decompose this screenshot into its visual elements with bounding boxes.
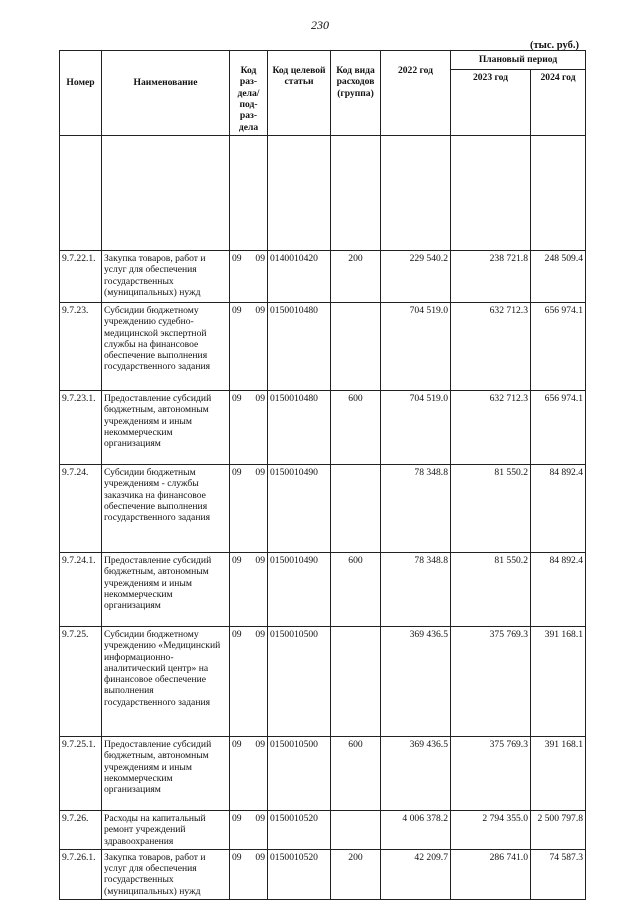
row-section-code: 09 <box>232 738 242 750</box>
row-name: Предоставление субсидий бюджетным, автономным учреждениям и иным некоммерческим организациям <box>102 390 230 464</box>
row-section <box>230 552 268 626</box>
row-2023: 375 769.3 <box>451 626 531 736</box>
row-number: 9.7.25. <box>60 626 102 736</box>
row-name: Закупка товаров, работ и услуг для обеспечения государственных (муниципальных) нужд <box>102 250 230 302</box>
table-row <box>60 464 586 552</box>
row-subsection-code: 09 <box>255 812 265 824</box>
header-section: Код раз-дела/ под-раз-дела <box>230 51 268 136</box>
row-2022: 369 436.5 <box>381 626 451 736</box>
row-2024: 84 892.4 <box>531 552 586 626</box>
row-target-code: 0150010520 <box>268 849 331 899</box>
row-subsection-code: 09 <box>255 304 265 316</box>
row-section <box>230 810 268 849</box>
table-body <box>60 135 586 899</box>
row-2022: 78 348.8 <box>381 552 451 626</box>
row-section-code: 09 <box>232 304 242 316</box>
table-row <box>60 250 586 302</box>
row-2023: 375 769.3 <box>451 736 531 810</box>
row-section <box>230 302 268 390</box>
row-subsection-code: 09 <box>255 738 265 750</box>
row-section-code: 09 <box>232 392 242 404</box>
table-row <box>60 626 586 736</box>
row-expense-group: 200 <box>331 250 381 302</box>
header-row <box>60 51 586 70</box>
row-2024: 2 500 797.8 <box>531 810 586 849</box>
row-number: 9.7.26.1. <box>60 849 102 899</box>
table-row <box>60 302 586 390</box>
row-subsection-code: 09 <box>255 851 265 863</box>
row-2022: 704 519.0 <box>381 390 451 464</box>
row-number: 9.7.22.1. <box>60 250 102 302</box>
header-number: Номер <box>60 51 102 136</box>
row-section-code: 09 <box>232 812 242 824</box>
row-target-code: 0150010490 <box>268 464 331 552</box>
row-subsection-code: 09 <box>255 466 265 478</box>
row-section-code: 09 <box>232 466 242 478</box>
row-number: 9.7.26. <box>60 810 102 849</box>
row-target-code: 0150010480 <box>268 390 331 464</box>
row-2024: 391 168.1 <box>531 736 586 810</box>
row-target-code: 0150010500 <box>268 736 331 810</box>
row-number: 9.7.23.1. <box>60 390 102 464</box>
header-2022: 2022 год <box>381 51 451 136</box>
header-expense: Код вида расходов (группа) <box>331 51 381 136</box>
table-row <box>60 736 586 810</box>
row-number: 9.7.23. <box>60 302 102 390</box>
row-subsection-code: 09 <box>255 252 265 264</box>
row-expense-group: 600 <box>331 552 381 626</box>
row-name: Субсидии бюджетному учреждению судебно-медицинской экспертной службы на финансовое обеспечение выполнения государственного задания <box>102 302 230 390</box>
row-2024: 84 892.4 <box>531 464 586 552</box>
row-section-code: 09 <box>232 554 242 566</box>
row-target-code: 0150010480 <box>268 302 331 390</box>
row-2023: 632 712.3 <box>451 302 531 390</box>
budget-table <box>59 50 586 900</box>
row-2022: 42 209.7 <box>381 849 451 899</box>
header-planned: Плановый период <box>451 51 586 70</box>
row-2024: 391 168.1 <box>531 626 586 736</box>
row-section-code: 09 <box>232 252 242 264</box>
row-section-code: 09 <box>232 628 242 640</box>
row-expense-group <box>331 810 381 849</box>
row-number: 9.7.24. <box>60 464 102 552</box>
row-number: 9.7.25.1. <box>60 736 102 810</box>
table-row <box>60 390 586 464</box>
row-2023: 238 721.8 <box>451 250 531 302</box>
row-section <box>230 464 268 552</box>
row-2023: 286 741.0 <box>451 849 531 899</box>
row-2023: 81 550.2 <box>451 552 531 626</box>
row-2024: 656 974.1 <box>531 390 586 464</box>
row-section <box>230 250 268 302</box>
row-2022: 78 348.8 <box>381 464 451 552</box>
units-label: (тыс. руб.) <box>530 40 579 51</box>
row-name: Субсидии бюджетному учреждению «Медицинский информационно-аналитический центр» на финансовое обеспечение выполнения государственного задания <box>102 626 230 736</box>
row-2022: 369 436.5 <box>381 736 451 810</box>
row-name: Расходы на капитальный ремонт учреждений здравоохранения <box>102 810 230 849</box>
row-name: Субсидии бюджетным учреждениям - службы заказчика на финансовое обеспечение выполнения государственного задания <box>102 464 230 552</box>
row-2023: 2 794 355.0 <box>451 810 531 849</box>
row-section <box>230 736 268 810</box>
row-number: 9.7.24.1. <box>60 552 102 626</box>
header-name: Наименование <box>102 51 230 136</box>
row-2024: 248 509.4 <box>531 250 586 302</box>
row-target-code: 0140010420 <box>268 250 331 302</box>
table-row <box>60 849 586 899</box>
row-target-code: 0150010500 <box>268 626 331 736</box>
row-subsection-code: 09 <box>255 554 265 566</box>
row-expense-group <box>331 302 381 390</box>
row-target-code: 0150010490 <box>268 552 331 626</box>
row-subsection-code: 09 <box>255 628 265 640</box>
row-expense-group: 200 <box>331 849 381 899</box>
header-2023: 2023 год <box>451 70 531 136</box>
spacer-row <box>60 135 586 250</box>
row-2022: 229 540.2 <box>381 250 451 302</box>
row-expense-group: 600 <box>331 390 381 464</box>
row-section <box>230 390 268 464</box>
row-2022: 704 519.0 <box>381 302 451 390</box>
row-expense-group <box>331 464 381 552</box>
header-2024: 2024 год <box>531 70 586 136</box>
row-2024: 656 974.1 <box>531 302 586 390</box>
row-name: Предоставление субсидий бюджетным, автономным учреждениям и иным некоммерческим организациям <box>102 736 230 810</box>
row-2024: 74 587.3 <box>531 849 586 899</box>
row-expense-group: 600 <box>331 736 381 810</box>
row-subsection-code: 09 <box>255 392 265 404</box>
row-section <box>230 849 268 899</box>
row-2022: 4 006 378.2 <box>381 810 451 849</box>
row-section <box>230 626 268 736</box>
table-row <box>60 552 586 626</box>
row-2023: 81 550.2 <box>451 464 531 552</box>
row-target-code: 0150010520 <box>268 810 331 849</box>
row-name: Закупка товаров, работ и услуг для обеспечения государственных (муниципальных) нужд <box>102 849 230 899</box>
row-section-code: 09 <box>232 851 242 863</box>
row-2023: 632 712.3 <box>451 390 531 464</box>
page-number: 230 <box>311 18 329 32</box>
row-expense-group <box>331 626 381 736</box>
table-row <box>60 810 586 849</box>
row-name: Предоставление субсидий бюджетным, автономным учреждениям и иным некоммерческим организациям <box>102 552 230 626</box>
header-target: Код целевой статьи <box>268 51 331 136</box>
